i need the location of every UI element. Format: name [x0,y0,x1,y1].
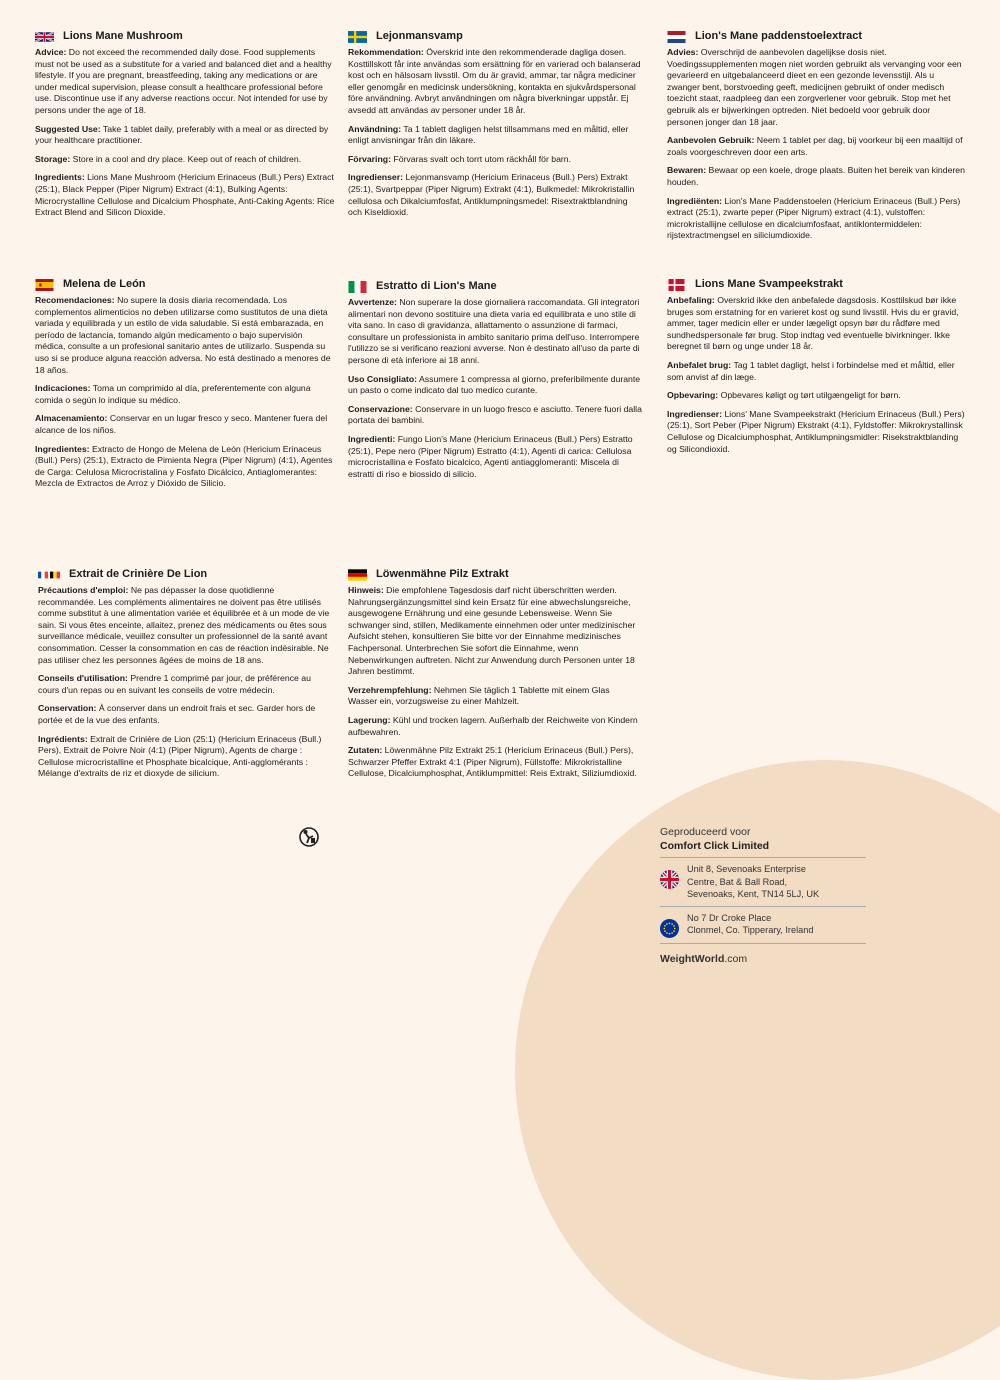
section-title-text: Lejonmansvamp [376,30,463,42]
eu-address [660,912,866,938]
section-italian [348,280,643,487]
address-line: Unit 8, Sevenoaks Enterprise [687,864,806,874]
producer-info [660,826,866,965]
paragraph: Hinweis: Die empfohlene Tagesdosis darf nicht überschritten werden. Nahrungsergänzungsmittel sind kein Ersatz für eine abwechslungsreiche, ausgewogene Ernährung und eine gesunde Lebensweise. Wenn Sie schwanger sind, stillen, Medikamente einnehmen oder unter medizinischer Aufsicht stehen, konsultieren Sie bitte vor der Einnahme medizinisches Fachpersonal. Unterbrechen Sie sofort die Einnahme, wenn Nebenwirkungen auftreten. Nicht zur Anwendung durch Personen unter 18 Jahren bestimmt. [348,585,636,677]
france-belgium-flags [38,569,60,581]
paragraph: Uso Consigliato: Assumere 1 compressa al giorno, preferibilmente durante un pasto o come indicato dal tuo medico curante. [348,373,641,396]
netherlands-flag-icon [667,31,686,43]
section-title [667,278,967,291]
divider [660,943,866,944]
eu-flag-icon [660,919,679,938]
paragraph: Verzehrempfehlung: Nehmen Sie täglich 1 Tablette mit einem Glas Wasser ein, vorzugsweise zu einer Mahlzeit. [348,684,610,707]
denmark-flag-icon [667,279,686,291]
paragraph: Ingrediënten: Lion's Mane Paddenstoelen (Hericium Erinaceus (Bull.) Pers) extract (25:1), zwarte peper (Piper Nigrum) extract (4:1), vulstoffen: microkristallijne cellulose en dicalciumfosfaat, antiklontermiddelen: rijstextractmengsel en siliciumdioxide. [667,195,961,241]
paragraph: Advies: Overschrijd de aanbevolen dagelijkse dosis niet. Voedingssupplementen mogen niet worden gebruikt als vervanging voor een gevarieerd en uitgebalanceerd dieet en een gezonde levensstijl. Als u zwanger bent, borstvoeding geeft, medicijnen gebruikt of onder medisch toezicht staat, raadpleeg dan een zorgverlener voor gebruik. Stop met het gebruik als er bijwerkingen optreden. Niet bedoeld voor gebruik door personen jonger dan 18 jaar. [667,47,962,127]
section-german [348,568,638,787]
section-title [667,30,967,43]
france-flag-icon [38,569,48,581]
paragraph: Recomendaciones: No supere la dosis diaria recomendada. Los complementos alimenticios no deben utilizarse como sustitutos de una dieta variada y equilibrada y un estilo de vida saludable. Si está embarazada, en período de lactancia, tomando algún medicamento o bajo supervisión médica, consulte a un profesional sanitario antes de utilizarlo. Suspenda su uso si se produce alguna reacción adversa. No está destinado a menores de 18 años. [35,295,331,375]
uk-address [660,863,866,901]
section-french [38,568,330,787]
paragraph: Anbefaling: Overskrid ikke den anbefalede dagsdosis. Kosttilskud bør ikke bruges som erstatning for en varieret kost og sund livsstil. Hvis du er gravid, ammer, tager medicin eller er under lægeligt opsyn bør du rådføre med sundhedspersonale før brug. Stop indtag ved eventuelle bivirkninger. Ikke beregnet til børn og unge under 18 år. [667,295,959,352]
section-dutch [667,30,967,249]
paragraph: Användning: Ta 1 tablett dagligen helst tillsammans med en måltid, eller enligt anvisningar från din läkare. [348,123,629,146]
paragraph: Suggested Use: Take 1 tablet daily, preferably with a meal or as directed by your healthcare practitioner. [35,123,329,146]
paragraph: Aanbevolen Gebruik: Neem 1 tablet per dag, bij voorkeur bij een maaltijd of zoals voorgeschreven door een arts. [667,135,963,157]
uk-flag-icon [35,31,54,43]
section-title-text: Extrait de Crinière De Lion [69,568,208,580]
paragraph: Conservation: À conserver dans un endroit frais et sec. Garder hors de portée et de la vue des enfants. [38,703,316,725]
section-title-text: Löwenmähne Pilz Extrakt [376,568,509,580]
paragraph: Anbefalet brug: Tag 1 tablet dagligt, helst i forbindelse med et måltid, eller som anvist af din læge. [667,359,955,382]
section-spanish [35,278,335,497]
address-line: Clonmel, Co. Tipperary, Ireland [687,925,814,935]
section-title-text: Lions Mane Svampeekstrakt [695,278,843,290]
address-line: Centre, Bat & Ball Road, [687,876,788,887]
paragraph: Opbevaring: Opbevares køligt og tørt utilgængeligt for børn. [667,390,901,401]
divider [660,857,866,858]
section-title-text: Estratto di Lion's Mane [376,280,497,292]
paragraph: Ingredienser: Lions' Mane Svampeekstrakt (Hericium Erinaceus (Bull.) Pers) (25:1), Sort Peber (Piper Nigrum) Ekstrakt (4:1), Fyldstoffer: Mikrokrystallinsk Cellulose og Dicalciumphosphat, Antiklumpningsmidler: Risekstraktblanding og Silicondioxid. [667,408,965,454]
spain-flag-icon [35,279,54,291]
germany-flag-icon [348,569,367,581]
paragraph: Précautions d'emploi: Ne pas dépasser la dose quotidienne recommandée. Les compléments alimentaires ne doivent pas être utilisés comme substitut à une alimentation variée et équilibrée et à un mode de vie sain. Si vous êtes enceinte, allaitez, prenez des médicaments ou êtes sous surveillance médicale, veuillez consulter un professionnel de la santé avant consommation. Cesser la consommation en cas de réaction indésirable. Ne pas utiliser chez les personnes âgées de moins de 18 ans. [38,585,330,665]
uk-flag-icon [660,870,679,889]
paragraph: Almacenamiento: Conservar en un lugar fresco y seco. Mantener fuera del alcance de los niños. [35,413,328,435]
address-line: Sevenoaks, Kent, TN14 5LJ, UK [687,889,820,899]
paragraph: Zutaten: Löwenmähne Pilz Extrakt 25:1 (Hericium Erinaceus (Bull.) Pers), Schwarzer Pfeffer Extrakt 4:1 (Piper Nigrum), Füllstoffe: Mikrokristalline Cellulose, Dicalciumphosphat, Antiklumpmittel: Reis Extrakt, Siliziumdioxid. [348,745,637,779]
paragraph: Ingredientes: Extracto de Hongo de Melena de León (Hericium Erinaceus (Bull.) Pers) (25:1), Extracto de Pimienta Negra (Piper Nigrum) (4:1), Agentes de Carga: Celulosa Microcristalina y Fosfato Dicálcico, Antiaglomerantes: Mezcla de Extractos de Arroz y Dióxido de Silicio. [35,443,333,489]
section-title [348,280,643,293]
paragraph: Rekommendation: Överskrid inte den rekommenderade dagliga dosen. Kosttillskott får inte användas som ersättning för en varierad och balanserad kost och en hälsosam livsstil. Om du är gravid, ammar, tar några mediciner eller genomgår en medicinsk undersökning, kontakta en sjukvårdspersonal före användning. Avbryt användningen om några biverkningar uppstår. Ej avsedd att användas av personer under 18 år. [348,47,641,115]
paragraph: Indicaciones: Toma un comprimido al día, preferentemente con alguna comida o según lo indique su médico. [35,383,311,405]
paragraph: Storage: Store in a cool and dry place. Keep out of reach of children. [35,153,302,164]
paragraph: Bewaren: Bewaar op een koele, droge plaats. Buiten het bereik van kinderen houden. [667,165,965,187]
recycle-icon [298,826,320,848]
brand-url: WeightWorld.com [660,952,748,965]
section-title-text: Lion's Mane paddenstoelextract [695,30,863,42]
section-title [35,278,335,291]
section-swedish [348,30,643,226]
producer-company: Comfort Click Limited [660,840,770,852]
paragraph: Ingrédients: Extrait de Crinière de Lion (25:1) (Hericium Erinaceus (Bull.) Pers), Extrait de Poivre Noir (4:1) (Piper Nigrum), Agents de charge : Cellulose microcristalline et Phosphate bicalcique, Anti-agglomérants : Mélange d'extraits de riz et dioxyde de silicium. [38,733,322,779]
sweden-flag-icon [348,31,367,43]
section-danish [667,278,967,462]
address-line: No 7 Dr Croke Place [687,912,772,923]
paragraph: Ingredients: Lions Mane Mushroom (Hericium Erinaceus (Bull.) Pers) Extract (25:1), Black Pepper (Piper Nigrum) Extract (4:1), Bulking Agents: Microcrystalline Cellulose and Dicalcium Phosphate, Anti-Caking Agents: Rice Extract Blend and Silicon Dioxide. [35,172,335,218]
paragraph: Conservazione: Conservare in un luogo fresco e asciutto. Tenere fuori dalla portata dei bambini. [348,403,642,426]
paragraph: Conseils d'utilisation: Prendre 1 comprimé par jour, de préférence au cours d'un repas ou en suivant les conseils de votre médecin. [38,673,311,695]
section-title [348,30,643,43]
paragraph: Lagerung: Kühl und trocken lagern. Außerhalb der Reichweite von Kindern aufbewahren. [348,714,638,737]
paragraph: Ingredienti: Fungo Lion's Mane (Hericium Erinaceus (Bull.) Pers) Estratto (25:1), Pepe nero (Piper Nigrum) Estratto (4:1), Agenti di carica: Cellulosa microcristallina e Fosfato bicalcico, Agenti antiagglomeranti: Miscela di estratti di riso e biossido di silicio. [348,433,633,479]
section-title-text: Melena de León [63,278,146,290]
paragraph: Förvaring: Förvaras svalt och torrt utom räckhåll för barn. [348,153,572,164]
belgium-flag-icon [50,569,60,581]
italy-flag-icon [348,281,367,293]
section-title [35,30,335,43]
section-title-text: Lions Mane Mushroom [63,30,183,42]
producer-intro: Geproduceerd voor [660,826,751,838]
section-title [348,568,638,581]
paragraph: Advice: Do not exceed the recommended daily dose. Food supplements must not be used as a substitute for a varied and balanced diet and a healthy lifestyle. If you are pregnant, breastfeeding, taking any medications or are under medical supervision, please consult a healthcare professional before use. Discontinue use if any adverse reactions occur. Not intended for use by persons under the age of 18. [35,47,332,115]
section-title [38,568,330,581]
paragraph: Avvertenze: Non superare la dose giornaliera raccomandata. Gli integratori alimentari non devono sostituire una dieta varia ed equilibrata e uno stile di vita sano. In caso di gravidanza, allattamento o assunzione di farmaci, consultare un professionista in ambito sanitario prima dell'uso. Interrompere l'utilizzo se si verificano reazioni avverse. Non è destinato all'uso da parte di persone di età inferiore ai 18 anni. [348,297,640,365]
paragraph: Ingredienser: Lejonmansvamp (Hericium Erinaceus (Bull.) Pers) Extrakt (25:1), Svartpeppar (Piper Nigrum) Extrakt (4:1), Bulkmedel: Mikrokristallin cellulosa och Dikalciumfosfat, Antiklumpningsmedel: Risextraktblandning och Kiseldioxid. [348,172,635,218]
section-english [35,30,335,226]
divider [660,906,866,907]
